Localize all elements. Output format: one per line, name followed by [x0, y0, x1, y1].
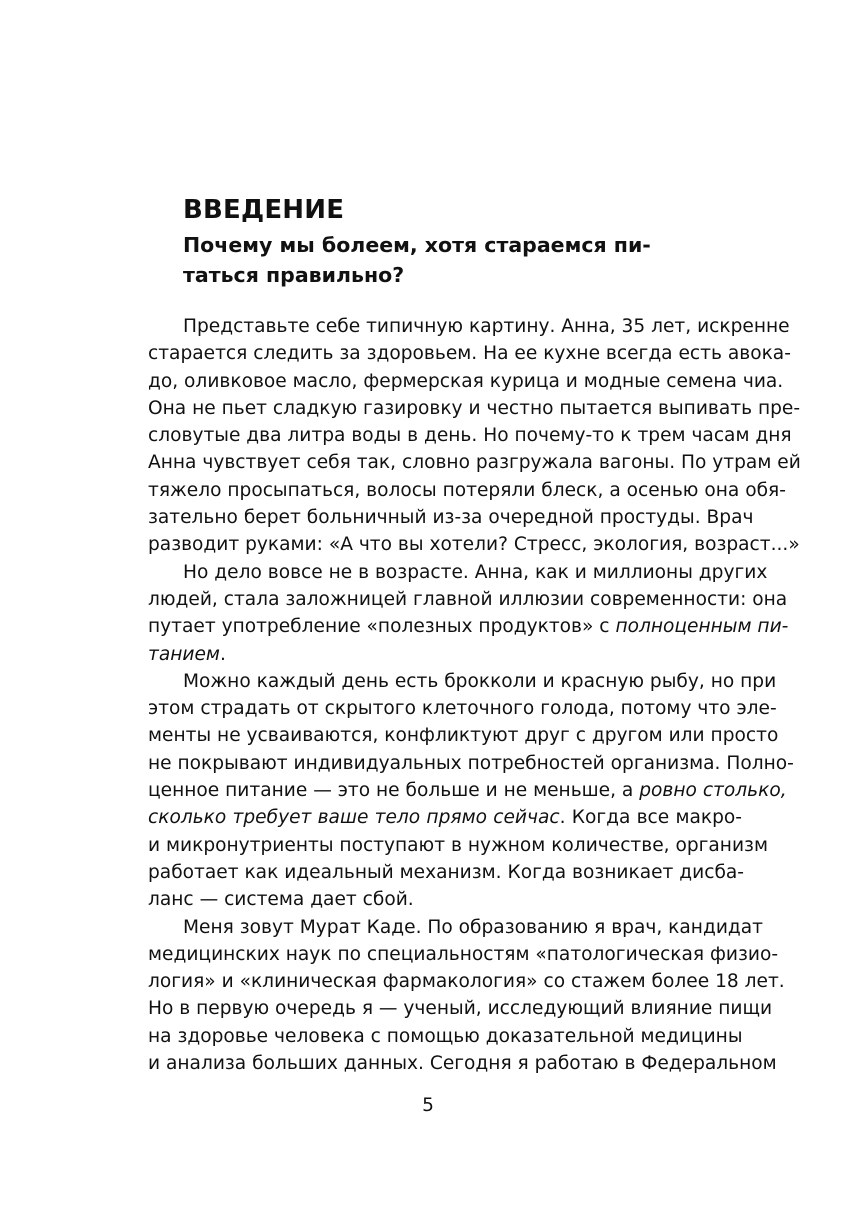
text-line	[148, 941, 779, 968]
text-run: зательно берет больничный из-за очередной простуды. Врач	[148, 507, 754, 529]
text-line	[148, 449, 801, 476]
text-run: словутые два литра воды в день. Но почему-то к трем часам дня	[148, 425, 792, 447]
chapter-title: ВВЕДЕНИЕ	[183, 195, 345, 225]
text-run: путает употребление «полезных продуктов» с	[148, 616, 616, 638]
text-line	[148, 313, 790, 340]
text-line	[148, 968, 785, 995]
text-line	[148, 722, 779, 749]
chapter-subtitle-line: таться правильно?	[183, 263, 405, 287]
text-run: и анализа больших данных. Сегодня я работаю в Федеральном	[148, 1053, 777, 1075]
italic-text: танием	[148, 643, 220, 665]
text-run: . Когда все макро-	[559, 807, 742, 829]
text-line	[148, 395, 801, 422]
text-line	[148, 368, 784, 395]
text-run: ценное питание — это не больше и не меньше, а	[148, 780, 640, 802]
text-line	[148, 1050, 777, 1077]
text-line	[148, 531, 800, 558]
text-run: не покрывают индивидуальных потребностей организма. Полно-	[148, 752, 794, 774]
text-line	[148, 859, 745, 886]
text-run: людей, стала заложницей главной иллюзии современности: она	[148, 588, 788, 610]
page-number: 5	[422, 1095, 434, 1116]
text-run: медицинских наук по специальностям «патологическая физио-	[148, 943, 779, 965]
italic-text: сколько требует ваше тело прямо сейчас	[148, 807, 560, 829]
text-line	[148, 641, 742, 668]
text-line	[148, 886, 742, 913]
text-run: логия» и «клиническая фармакология» со стажем более 18 лет.	[148, 971, 785, 993]
text-line	[148, 668, 777, 695]
text-line	[148, 914, 763, 941]
text-run: до, оливковое масло, фермерская курица и модные семена чиа.	[148, 370, 784, 392]
text-line	[148, 559, 768, 586]
text-line	[148, 586, 788, 613]
text-run: этом страдать от скрытого клеточного голода, потому что эле-	[148, 698, 777, 720]
text-line	[148, 422, 792, 449]
text-line	[148, 504, 754, 531]
text-line	[148, 1023, 742, 1050]
chapter-subtitle-line: Почему мы болеем, хотя стараемся пи-	[183, 233, 651, 257]
text-line	[148, 477, 786, 504]
text-line	[148, 613, 789, 640]
text-run: тяжело просыпаться, волосы потеряли блеск, а осенью она обя-	[148, 479, 786, 501]
text-run: Меня зовут Мурат Каде. По образованию я врач, кандидат	[183, 916, 763, 938]
text-line	[148, 695, 777, 722]
chapter-subtitle	[183, 230, 651, 290]
text-line	[148, 995, 773, 1022]
text-run: Можно каждый день есть брокколи и красную рыбу, но при	[183, 670, 777, 692]
text-run: работает как идеальный механизм. Когда возникает дисба-	[148, 861, 745, 883]
text-run: Но в первую очередь я — ученый, исследующий влияние пищи	[148, 998, 773, 1020]
italic-text: ровно столько,	[639, 780, 787, 802]
text-run: ланс — система дает сбой.	[148, 889, 414, 911]
text-line	[148, 804, 742, 831]
text-run: Анна чувствует себя так, словно разгружала вагоны. По утрам ей	[148, 452, 801, 474]
text-run: .	[219, 643, 226, 665]
text-line	[148, 832, 768, 859]
text-run: на здоровье человека с помощью доказательной медицины	[148, 1025, 743, 1047]
text-run: Но дело вовсе не в возрасте. Анна, как и миллионы других	[183, 561, 768, 583]
text-run: Представьте себе типичную картину. Анна, 35 лет, искренне	[183, 316, 790, 337]
body-text	[148, 313, 801, 1077]
italic-text: полноценным пи-	[615, 616, 789, 638]
text-line	[148, 340, 791, 367]
text-run: менты не усваиваются, конфликтуют друг с другом или просто	[148, 725, 779, 747]
text-run: и микронутриенты поступают в нужном количестве, организм	[148, 834, 768, 856]
text-line	[148, 750, 794, 777]
text-run: Она не пьет сладкую газировку и честно пытается выпивать пре-	[148, 397, 801, 419]
text-run: разводит руками: «А что вы хотели? Стресс, экология, возраст...»	[148, 534, 800, 556]
text-line	[148, 777, 787, 804]
text-run: старается следить за здоровьем. На ее кухне всегда есть авока-	[148, 343, 791, 365]
